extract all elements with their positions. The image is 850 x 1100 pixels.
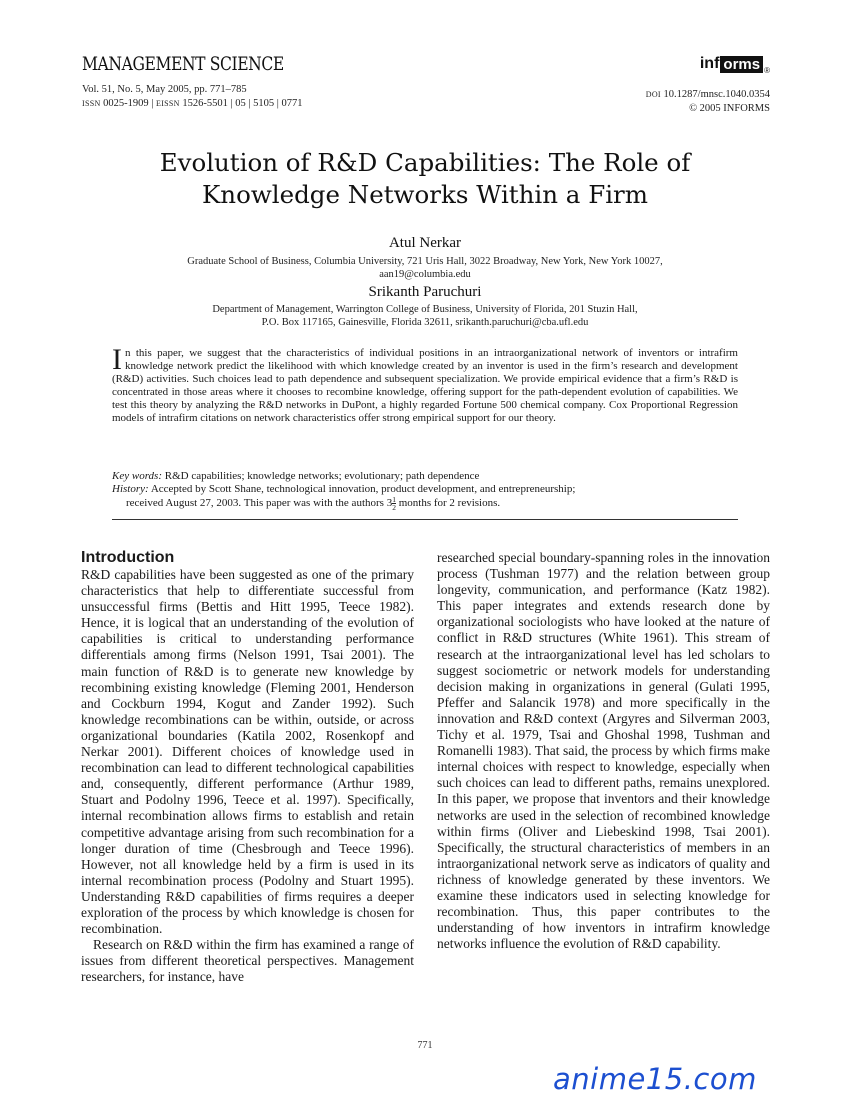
author-affiliation-1 xyxy=(0,256,850,281)
abstract-text: n this paper, we suggest that the characteristics of individual positions in an intraorganizational network of inventors or intrafirm knowledge network predict the likelihood with which knowledge created by an inventor is used in the firm’s research and development (R&D) activities. Such choices lead to path dependence and subsequent specialization. We provide empirical evidence that a firm’s R&D is concentrated in those areas where it chooses to recombine knowledge, offering support for the path-dependent evolution of capabilities. We test this theory by analyzing the R&D networks in DuPont, a highly regarded Fortune 500 chemical company. Cox Proportional Regression models of intrafirm citations on network characteristics offer strong empirical support for our theory. xyxy=(112,347,738,424)
history-label: History xyxy=(112,483,145,495)
history-line-2 xyxy=(112,496,738,511)
paragraph: R&D capabilities have been suggested as one of the primary characteristics that help to differentiate successful from unsuccessful firms (Bettis and Hitt 1995, Teece 1982). Hence, it is logical that an understanding of the evolution of capabilities is critical to understanding performance differentials among firms (Nelson 1991, Tsai 2001). The main function of R&D is to generate new knowledge by recombining existing knowledge (Fleming 2001, Henderson and Cockburn 1994, Kogut and Zander 1992). Such knowledge recombinations can be within, outside, or across organizational boundaries (Katila 2002, Rosenkopf and Nerkar 2001). Different choices of knowledge used in recombination can lead to different technological capabilities and, consequently, different performance (Arthur 1989, Stuart and Podolny 1996, Teece et al. 1997). Specifically, internal recombination allows firms to establish and retain competitive advantage arising from such recombination for a longer duration of time (Chesbrough and Teece 1996). However, not all knowledge held by a firm is used in its internal recombination process (Podolny and Stuart 1995). Understanding R&D capabilities of firms requires a deeper exploration of the process by which knowledge is chosen for recombination. xyxy=(81,567,414,937)
affiliation-line: Graduate School of Business, Columbia University, 721 Uris Hall, 3022 Broadway, New York, New York 10027, xyxy=(187,256,663,267)
author-name-2: Srikanth Paruchuri xyxy=(368,284,482,300)
logo-prefix: inf xyxy=(699,55,720,72)
keywords-history xyxy=(112,470,738,511)
eissn-value: 1526-5501 | 05 | 5105 | 0771 xyxy=(182,97,303,109)
history-line-2-pre: received August 27, 2003. This paper was with the authors 3 xyxy=(126,497,393,510)
abstract-dropcap: I xyxy=(112,343,122,376)
paragraph: researched special boundary-spanning roles in the innovation process (Tushman 1977) and the relation between group longevity, communication, and performance (Katz 1982). This paper integrates and extends research done by organizational sociologists who have looked at the nature of conflict in R&D structures (White 1961). This stream of research at the intraorganizational level has led scholars to suggest sociometric or network models for understanding decision making in organizations in general (Gulati 1995, Pfeffer and Salancik 1978) and more specifically in the innovation and R&D context (Argyres and Silverman 2003, Tichy et al. 1979, Tsai and Ghoshal 1998, Tushman and Romanelli 1983). That said, the process by which firms make internal choices with respect to knowledge, especially when such choices can lead to different paths, remains unexplored. In this paper, we propose that inventors and their knowledge networks are used in the selection of recombined knowledge within firms (Oliver and Liebeskind 1998, Tsai 2001). Specifically, the structural characteristics of members in an intraorganizational network serve as indicators of quality and richness of knowledge generated by these inventors. We examine these indicators used in selecting knowledge for recombination. Thus, this paper contributes to the understanding of how inventors in intrafirm knowledge networks influence the evolution of R&D capability. xyxy=(437,550,770,952)
body-column-right xyxy=(437,550,770,952)
abstract-divider xyxy=(112,519,738,520)
body-column-left xyxy=(81,549,414,985)
abstract xyxy=(112,343,738,424)
doi-info xyxy=(646,88,770,115)
history: History: Accepted by Scott Shane, technological innovation, product development, and entrepreneurship; xyxy=(112,483,576,495)
journal-name: MANAGEMENT SCIENCE xyxy=(82,53,284,75)
author-name-1: Atul Nerkar xyxy=(388,235,462,251)
fraction-denominator: 2 xyxy=(392,503,396,512)
volume-line: Vol. 51, No. 5, May 2005, pp. 771–785 xyxy=(82,84,247,95)
affiliation-email: P.O. Box 117165, Gainesville, Florida 32611, srikanth.paruchuri@cba.ufl.edu xyxy=(261,316,589,328)
issn-line: ISSN 0025-1909 | EISSN 1526-5501 | 05 | 5105 | 0771 xyxy=(82,97,303,109)
citation-info xyxy=(82,83,302,110)
affiliation-line: Department of Management, Warrington College of Business, University of Florida, 201 Stuzin Hall, xyxy=(212,304,638,315)
affiliation-email: aan19@columbia.edu xyxy=(379,268,471,280)
title-line-2: Knowledge Networks Within a Firm xyxy=(201,180,648,209)
issn-value: 0025-1909 xyxy=(103,97,149,109)
issn-label: ISSN xyxy=(82,98,101,108)
paper-title xyxy=(0,147,850,211)
copyright: © 2005 INFORMS xyxy=(689,102,770,114)
doi-value: 10.1287/mnsc.1040.0354 xyxy=(663,89,770,100)
logo-box: orms xyxy=(720,56,763,73)
informs-logo xyxy=(700,55,770,73)
keywords-value: R&D capabilities; knowledge networks; evolutionary; path dependence xyxy=(164,470,480,482)
page-number: 771 xyxy=(417,1040,433,1051)
section-heading: Introduction xyxy=(81,549,175,566)
author-affiliation-2 xyxy=(0,304,850,329)
history-line-2-post: months for 2 revisions. xyxy=(395,497,501,510)
logo-registered: ® xyxy=(764,66,770,75)
paragraph: Research on R&D within the firm has examined a range of issues from different theoretical perspectives. Management researchers, for instance, have xyxy=(81,937,414,985)
watermark: anime15.com xyxy=(553,1062,757,1096)
keywords-label: Key words xyxy=(112,470,159,482)
doi-line xyxy=(646,88,770,102)
doi-label: DOI xyxy=(645,90,661,99)
keywords: Key words: R&D capabilities; knowledge networks; evolutionary; path dependence xyxy=(112,470,480,482)
title-line-1: Evolution of R&D Capabilities: The Role of xyxy=(159,148,691,177)
eissn-label: EISSN xyxy=(156,98,180,108)
history-line-1: Accepted by Scott Shane, technological innovation, product development, and entrepreneurship; xyxy=(150,483,576,495)
fraction-numerator: 1 xyxy=(392,495,396,504)
